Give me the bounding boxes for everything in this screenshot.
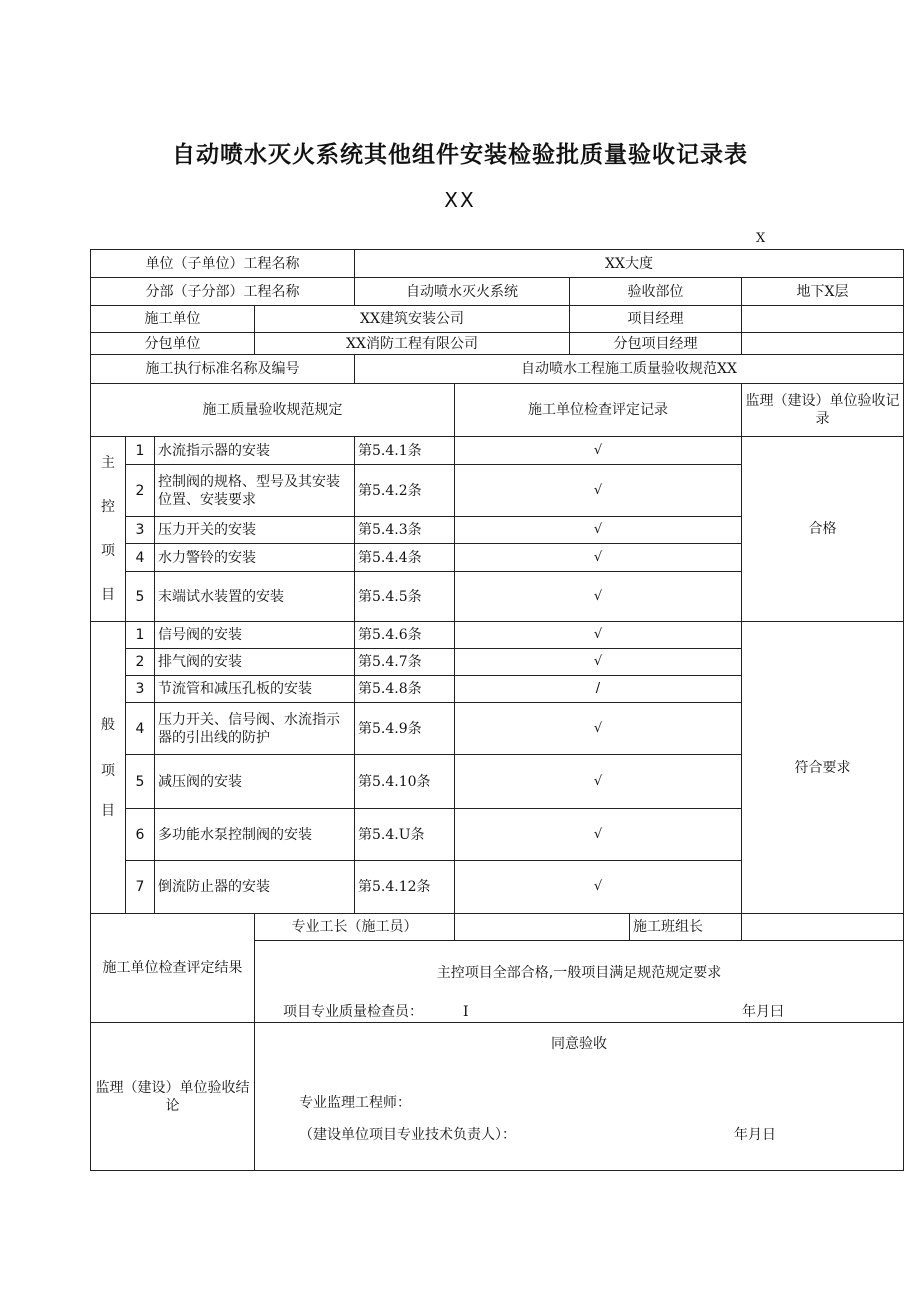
check-mark: √ [455, 544, 742, 572]
item-clause: 第5.4.12条 [355, 861, 455, 914]
inspection-summary: 主控项目全部合格,一般项目满足规范规定要求 [436, 965, 722, 981]
item-name: 减压阀的安装 [155, 755, 355, 809]
item-name: 末端试水装置的安装 [155, 572, 355, 622]
team-leader-value [742, 914, 904, 941]
item-number: 2 [126, 649, 155, 676]
table-row [91, 437, 904, 465]
check-mark: √ [455, 861, 742, 914]
main-control-category [91, 437, 126, 622]
division-value: 自动喷水灭火系统 [355, 278, 570, 306]
inspection-record-table [90, 249, 904, 1171]
category-char: 主 [101, 455, 115, 471]
column-header-row [91, 384, 904, 437]
item-name: 倒流防止器的安装 [155, 861, 355, 914]
item-name: 压力开关、信号阀、水流指示器的引出线的防护 [155, 703, 355, 755]
category-char: 目 [101, 802, 115, 819]
document-subtitle: XX [444, 188, 476, 212]
item-clause: 第5.4.1条 [355, 437, 455, 465]
check-mark: √ [455, 755, 742, 809]
standard-label: 施工执行标准名称及编号 [91, 355, 355, 384]
location-value: 地下X层 [742, 278, 904, 306]
supervision-label: 监理（建设）单位验收结论 [91, 1023, 255, 1171]
contractor-label: 施工单位 [91, 306, 255, 333]
item-number: 6 [126, 809, 155, 861]
unit-project-label: 单位（子单位）工程名称 [91, 250, 355, 278]
header-row-division [91, 278, 904, 306]
item-clause: 第5.4.5条 [355, 572, 455, 622]
check-mark: √ [455, 437, 742, 465]
item-clause: 第5.4.10条 [355, 755, 455, 809]
item-name: 信号阀的安装 [155, 622, 355, 649]
item-name: 水力警铃的安装 [155, 544, 355, 572]
category-char: 控 [101, 499, 115, 515]
item-clause: 第5.4.6条 [355, 622, 455, 649]
check-mark: √ [455, 517, 742, 544]
supervision-date: 年月日 [734, 1127, 776, 1143]
category-char: 般 [101, 716, 115, 733]
inspector-label: 项目专业质量检查员： [283, 1004, 423, 1020]
foreman-label: 专业工长（施工员） [255, 914, 455, 941]
supervision-conclusion: 同意验收 [551, 1036, 607, 1052]
header-row-subcontractor [91, 333, 904, 355]
item-clause: 第5.4.8条 [355, 676, 455, 703]
item-name: 压力开关的安装 [155, 517, 355, 544]
general-category [91, 622, 126, 914]
header-row-contractor [91, 306, 904, 333]
inspection-result-cell [255, 941, 904, 1023]
contractor-check-column-header: 施工单位检查评定记录 [455, 384, 742, 437]
category-char: 目 [101, 587, 115, 603]
item-clause: 第5.4.9条 [355, 703, 455, 755]
spec-column-header: 施工质量验收规范规定 [91, 384, 455, 437]
item-name: 排气阀的安装 [155, 649, 355, 676]
owner-label: （建设单位项目专业技术负责人）： [299, 1127, 516, 1143]
general-verdict: 符合要求 [742, 622, 904, 914]
supervisor-record-column-header: 监理（建设）单位验收记录 [742, 384, 904, 437]
standard-value: 自动喷水工程施工质量验收规范XX [355, 355, 904, 384]
inspection-date: 年月曰 [742, 1004, 784, 1020]
check-mark: √ [455, 572, 742, 622]
supervision-cell [255, 1023, 904, 1171]
category-char: 项 [101, 762, 115, 779]
foreman-value [455, 914, 630, 941]
supervision-row [91, 1023, 904, 1171]
check-mark: √ [455, 703, 742, 755]
check-mark: √ [455, 622, 742, 649]
category-char: 项 [101, 543, 115, 559]
item-name: 水流指示器的安装 [155, 437, 355, 465]
inspection-signers-row [91, 914, 904, 941]
pm-label: 项目经理 [570, 306, 742, 333]
table-row [91, 622, 904, 649]
item-number: 4 [126, 703, 155, 755]
check-mark: √ [455, 465, 742, 517]
item-clause: 第5.4.3条 [355, 517, 455, 544]
item-name: 多功能水泵控制阀的安装 [155, 809, 355, 861]
check-mark: / [455, 676, 742, 703]
item-number: 1 [126, 437, 155, 465]
item-clause: 第5.4.U条 [355, 809, 455, 861]
sub-pm-label: 分包项目经理 [570, 333, 742, 355]
pm-value [742, 306, 904, 333]
inspector-value: I [463, 1004, 469, 1020]
item-number: 1 [126, 622, 155, 649]
item-number: 2 [126, 465, 155, 517]
document-code: X [756, 231, 766, 246]
engineer-label: 专业监理工程师： [299, 1095, 411, 1111]
item-clause: 第5.4.7条 [355, 649, 455, 676]
subcontractor-label: 分包单位 [91, 333, 255, 355]
item-number: 7 [126, 861, 155, 914]
team-leader-label: 施工班组长 [630, 914, 742, 941]
header-row-standard [91, 355, 904, 384]
inspection-result-label: 施工单位检查评定结果 [91, 914, 255, 1023]
main-control-verdict: 合格 [742, 437, 904, 622]
contractor-value: XX建筑安装公司 [255, 306, 570, 333]
check-mark: √ [455, 809, 742, 861]
subcontractor-value: XX消防工程有限公司 [255, 333, 570, 355]
division-label: 分部（子分部）工程名称 [91, 278, 355, 306]
unit-project-value: XX大度 [355, 250, 904, 278]
item-number: 4 [126, 544, 155, 572]
document-title: 自动喷水灭火系统其他组件安装检验批质量验收记录表 [172, 142, 748, 168]
location-label: 验收部位 [570, 278, 742, 306]
check-mark: √ [455, 649, 742, 676]
sub-pm-value [742, 333, 904, 355]
item-number: 5 [126, 572, 155, 622]
item-number: 3 [126, 676, 155, 703]
item-name: 节流管和减压孔板的安装 [155, 676, 355, 703]
item-name: 控制阀的规格、型号及其安装位置、安装要求 [155, 465, 355, 517]
item-number: 3 [126, 517, 155, 544]
item-number: 5 [126, 755, 155, 809]
item-clause: 第5.4.4条 [355, 544, 455, 572]
header-row-project [91, 250, 904, 278]
item-clause: 第5.4.2条 [355, 465, 455, 517]
